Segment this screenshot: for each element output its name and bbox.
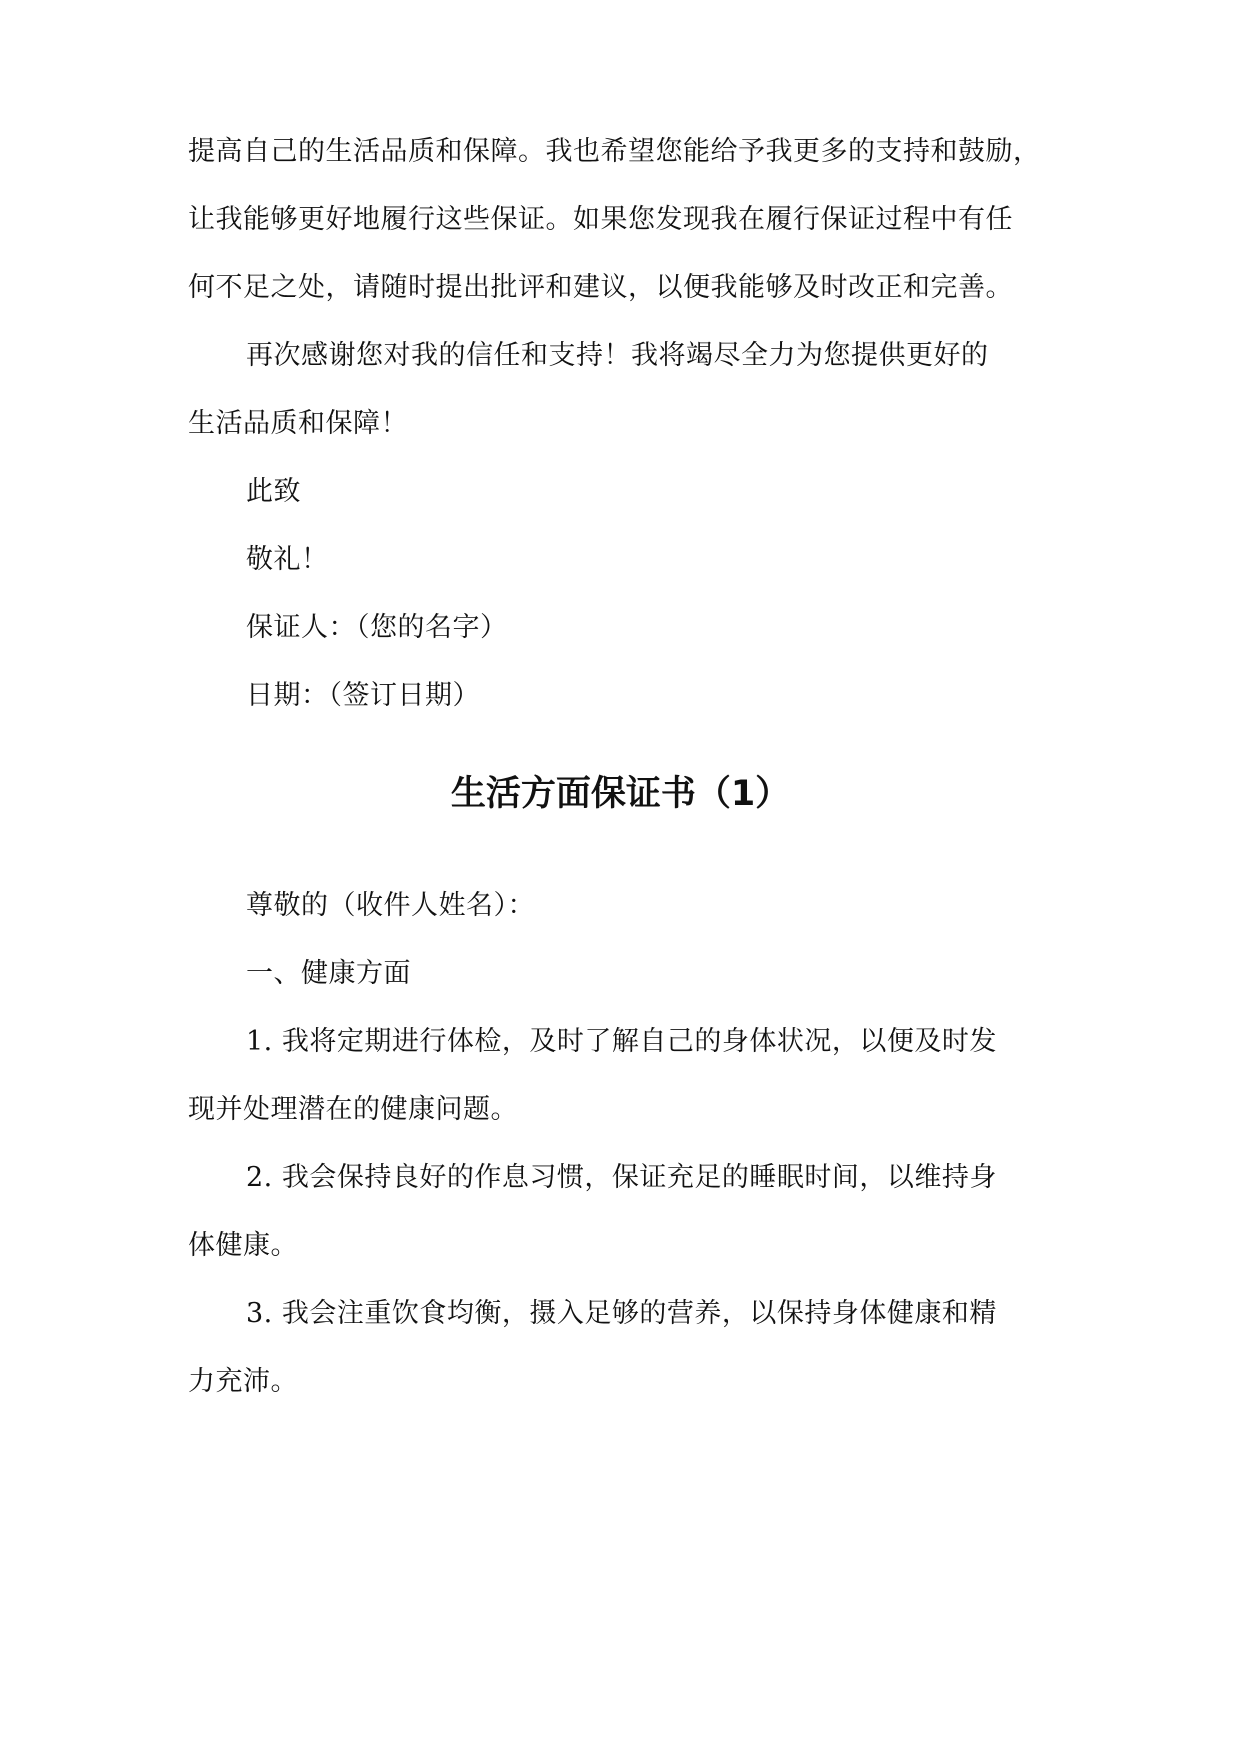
body-text-line: 何不足之处，请随时提出批评和建议，以便我能够及时改正和完善。 [188, 272, 1013, 303]
list-item-line: 3. 我会注重饮食均衡，摄入足够的营养，以保持身体健康和精 [246, 1298, 997, 1329]
regards: 敬礼！ [246, 544, 329, 575]
closing-paragraph-line: 生活品质和保障！ [188, 408, 408, 439]
list-item-line: 1. 我将定期进行体检，及时了解自己的身体状况，以便及时发 [246, 1026, 997, 1057]
date-line: 日期：（签订日期） [246, 680, 480, 711]
salutation: 此致 [246, 476, 301, 507]
body-text-line: 让我能够更好地履行这些保证。如果您发现我在履行保证过程中有任 [188, 204, 1013, 235]
guarantor-line: 保证人：（您的名字） [246, 612, 508, 643]
list-item-line: 体健康。 [188, 1230, 298, 1261]
section-heading: 一、健康方面 [246, 958, 411, 989]
document-title: 生活方面保证书（1） [450, 774, 791, 814]
body-text-line: 提高自己的生活品质和保障。我也希望您能给予我更多的支持和鼓励， [188, 136, 1041, 167]
list-item-line: 2. 我会保持良好的作息习惯，保证充足的睡眠时间，以维持身 [246, 1162, 997, 1193]
closing-paragraph-line: 再次感谢您对我的信任和支持！我将竭尽全力为您提供更好的 [246, 340, 989, 371]
list-item-line: 现并处理潜在的健康问题。 [188, 1094, 518, 1125]
greeting: 尊敬的（收件人姓名）： [246, 890, 535, 921]
list-item-line: 力充沛。 [188, 1366, 298, 1397]
